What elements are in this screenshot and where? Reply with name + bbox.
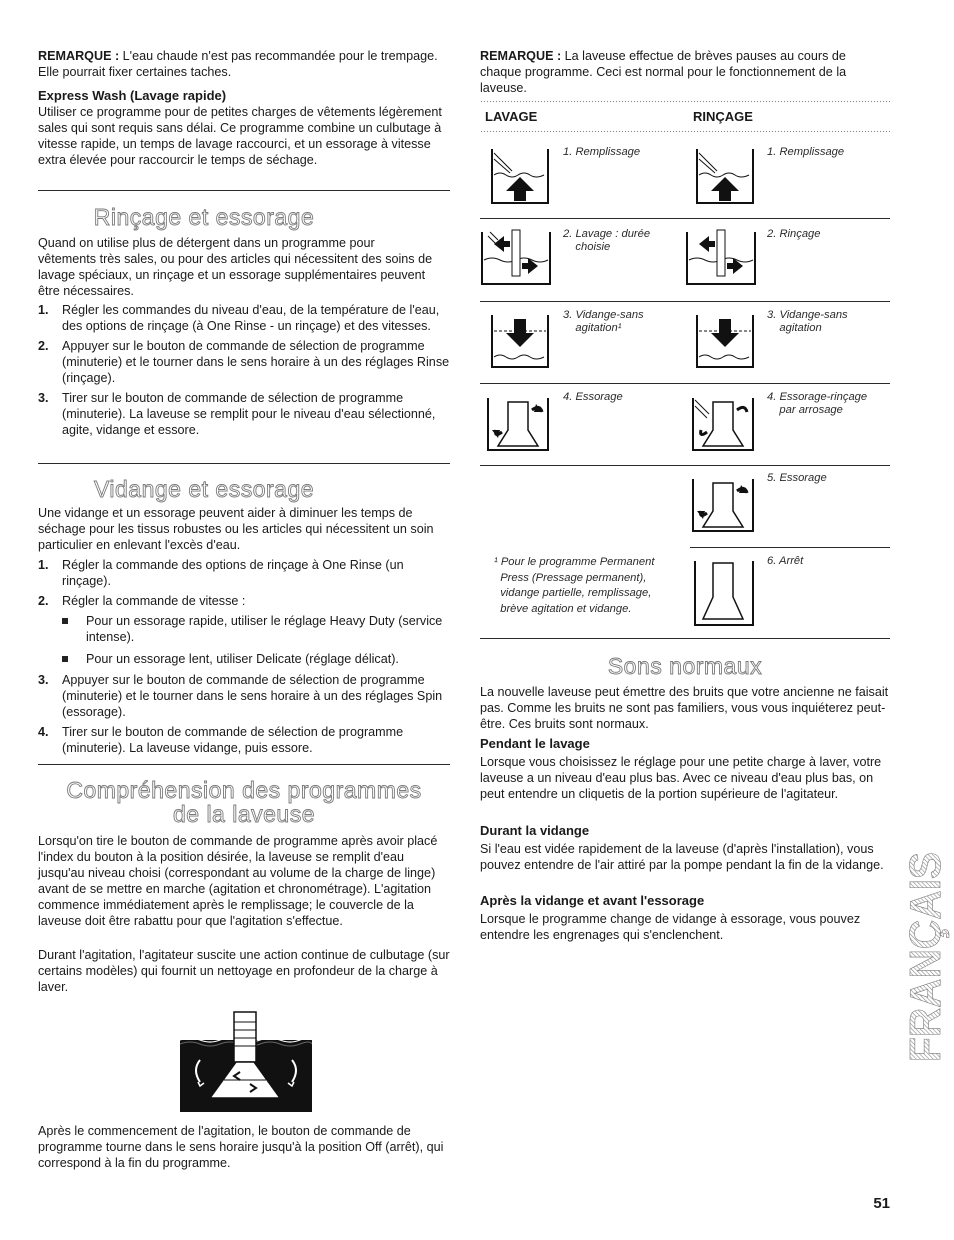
row-divider [690,547,890,548]
footnote: ¹ Pour le programme Permanent Press (Pressage permanent), vidange partielle, remplissage, brève agitation et vidange. [494,556,655,615]
row-divider [480,301,890,302]
lavage-step-1: 1. Remplissage [563,146,641,158]
fill-icon [490,147,550,207]
vidange-steps [38,557,450,609]
lavage-step-2: 2. Lavage : durée choisie [563,228,651,253]
express-wash-text: Utiliser ce programme pour de petites charges de vêtements légèrement sales qui sont requis sans délai. Ce programme combine un culbutage à vitesse rapide, un temps de lavage raccourci, et un essorage à vitesse extra élevée pour raccourcir le temps de séchage. [38,105,442,167]
drain-icon [490,313,550,371]
remarque-text: L'eau chaude n'est pas recommandée pour le trempage. Elle pourrait fixer certaines taches. [38,49,438,79]
section-title-comprehension: Compréhension des programmes [66,777,422,803]
comprehension-paragraph-2: Durant l'agitation, l'agitateur suscite une action continue de culbutage (sur certains modèles) qui fournit un nettoyage en profondeur de la charge à laver. [38,948,450,994]
list-item: Pour un essorage lent, utiliser Delicate (réglage délicat). [38,651,450,667]
lavage-step-3: 3. Vidange-sans agitation¹ [563,309,644,334]
section-divider [38,190,450,191]
remarque-paragraph [38,48,450,80]
pendant-heading: Pendant le lavage [480,736,590,751]
section-divider [38,764,450,765]
list-item: 3. Tirer sur le bouton de commande de sélection de programme (minuterie). La laveuse se remplit pour le niveau d'eau sélectionné, agite, vidange et essore. [38,391,436,437]
vidange-intro: Une vidange et un essorage peuvent aider à diminuer les temps de séchage pour les tissus robustes ou les articles qui nécessitent un soin particulier en enlevant l'excès d'eau. [38,506,434,552]
remarque-paragraph [480,48,890,96]
durant-heading: Durant la vidange [480,823,590,838]
list-item: 2. Régler la commande de vitesse : [38,594,246,608]
list-item: 4. Tirer sur le bouton de commande de sélection de programme (minuterie). La laveuse vidange, puis essore. [38,725,404,755]
rincage-step-1: 1. Remplissage [767,146,845,158]
list-item: 3. Appuyer sur le bouton de commande de sélection de programme (minuterie) et le tourner dans le sens horaire à un des réglages Spin (essorage). [38,673,443,719]
remarque-label: REMARQUE : [38,49,120,63]
final-paragraph: Après le commencement de l'agitation, le bouton de commande de programme tourne dans le sens horaire jusqu'à la position Off (arrêt), qui correspond à la fin du programme. [38,1124,444,1170]
section-title-sons: Sons normaux [607,653,763,679]
list-item: 2. Appuyer sur le bouton de commande de sélection de programme (minuterie) et le tourner dans le sens horaire à un des réglages Rinse (rinçage). [38,339,450,385]
list-item: 1. Régler les commandes du niveau d'eau, de la température de l'eau, des options de rinçage (à One Rinse - un rinçage) et des vitesses. [38,303,440,333]
dotted-divider [480,100,890,103]
francais-tab-label: FRANÇAIS [904,850,950,1062]
rincage-step-6: 6. Arrêt [767,555,804,567]
vidange-steps-continued [38,672,450,756]
row-divider [480,383,890,384]
rincage-step-5: 5. Essorage [767,472,827,484]
rincage-column-header: RINÇAGE [693,109,753,124]
sons-intro: La nouvelle laveuse peut émettre des bruits que votre ancienne ne faisait pas. Comme les bruits ne sont pas familiers, vous vous inquiéterez peut-être. Ces bruits sont normaux. [480,685,889,731]
apres-heading: Après la vidange et avant l'essorage [480,893,705,908]
spray-rinse-icon [691,392,755,454]
wash-icon [480,226,552,288]
rinse-icon [685,226,757,288]
spin-icon [486,392,550,454]
section-divider [480,638,890,639]
language-side-tab [904,850,954,1065]
rincage-steps [38,302,450,438]
express-wash-heading: Express Wash (Lavage rapide) [38,88,227,103]
section-title-rincage: Rinçage et essorage [93,204,315,230]
pendant-text: Lorsque vous choisissez le réglage pour une petite charge à laver, votre laveuse a un niveau d'eau plus bas. Avec ce niveau d'eau plus bas, on peut entendre un cliquetis de la portion supérieure de l'agitateur. [480,755,882,801]
apres-text: Lorsque le programme change de vidange à essorage, vous pouvez entendre les engrenages qui s'enclenchent. [480,912,861,942]
lavage-column-header: LAVAGE [485,109,538,124]
remarque-label: REMARQUE : [480,49,562,63]
bullet-icon [62,656,68,662]
spin-icon [691,473,755,535]
list-item: Pour un essorage rapide, utiliser le réglage Heavy Duty (service intense). [38,613,450,645]
rincage-step-3: 3. Vidange-sans agitation [767,309,848,334]
durant-text: Si l'eau est vidée rapidement de la laveuse (d'après l'installation), vous pouvez entendre de l'air attiré par la pompe pendant la fin de la vidange. [480,842,884,872]
agitator-illustration [180,1010,312,1112]
page-number: 51 [873,1195,890,1212]
section-divider [38,463,450,464]
row-divider [480,218,890,219]
rincage-step-2: 2. Rinçage [767,228,821,240]
lavage-step-4: 4. Essorage [563,391,623,403]
comprehension-paragraph-1: Lorsqu'on tire le bouton de commande de programme après avoir placé l'index du bouton à la position désirée, la laveuse se remplit d'eau jusqu'au niveau choisi (correspondant au volume de la charge de linge) avant de se mettre en marche (agitation et chronométrage). L'agitation commence immédiatement après le remplissage; le couvercle de la laveuse doit être rabattu pour que l'agitation s'effectue. [38,834,438,928]
francais-tab-graphic [904,850,954,1065]
rincage-step-4: 4. Essorage-rinçage par arrosage [767,391,868,416]
stop-icon [693,555,755,629]
vidange-bullets [38,613,450,667]
drain-icon [695,313,755,371]
section-title-vidange: Vidange et essorage [93,476,315,502]
remarque-text: La laveuse effectue de brèves pauses au cours de chaque programme. Ceci est normal pour le fonctionnement de la laveuse. [480,49,847,95]
row-divider [480,465,890,466]
list-item: 1. Régler la commande des options de rinçage à One Rinse (un rinçage). [38,558,404,588]
fill-icon [695,147,755,207]
rincage-intro: Quand on utilise plus de détergent dans un programme pour vêtements très sales, ou pour des articles qui nécessitent des soins de lavage spéciaux, un rinçage et un essorage supplémentaires peuvent être nécessaires. [38,236,433,298]
bullet-icon [62,618,68,624]
section-title-comprehension-line2: de la laveuse [172,801,316,827]
dotted-divider [480,130,890,133]
